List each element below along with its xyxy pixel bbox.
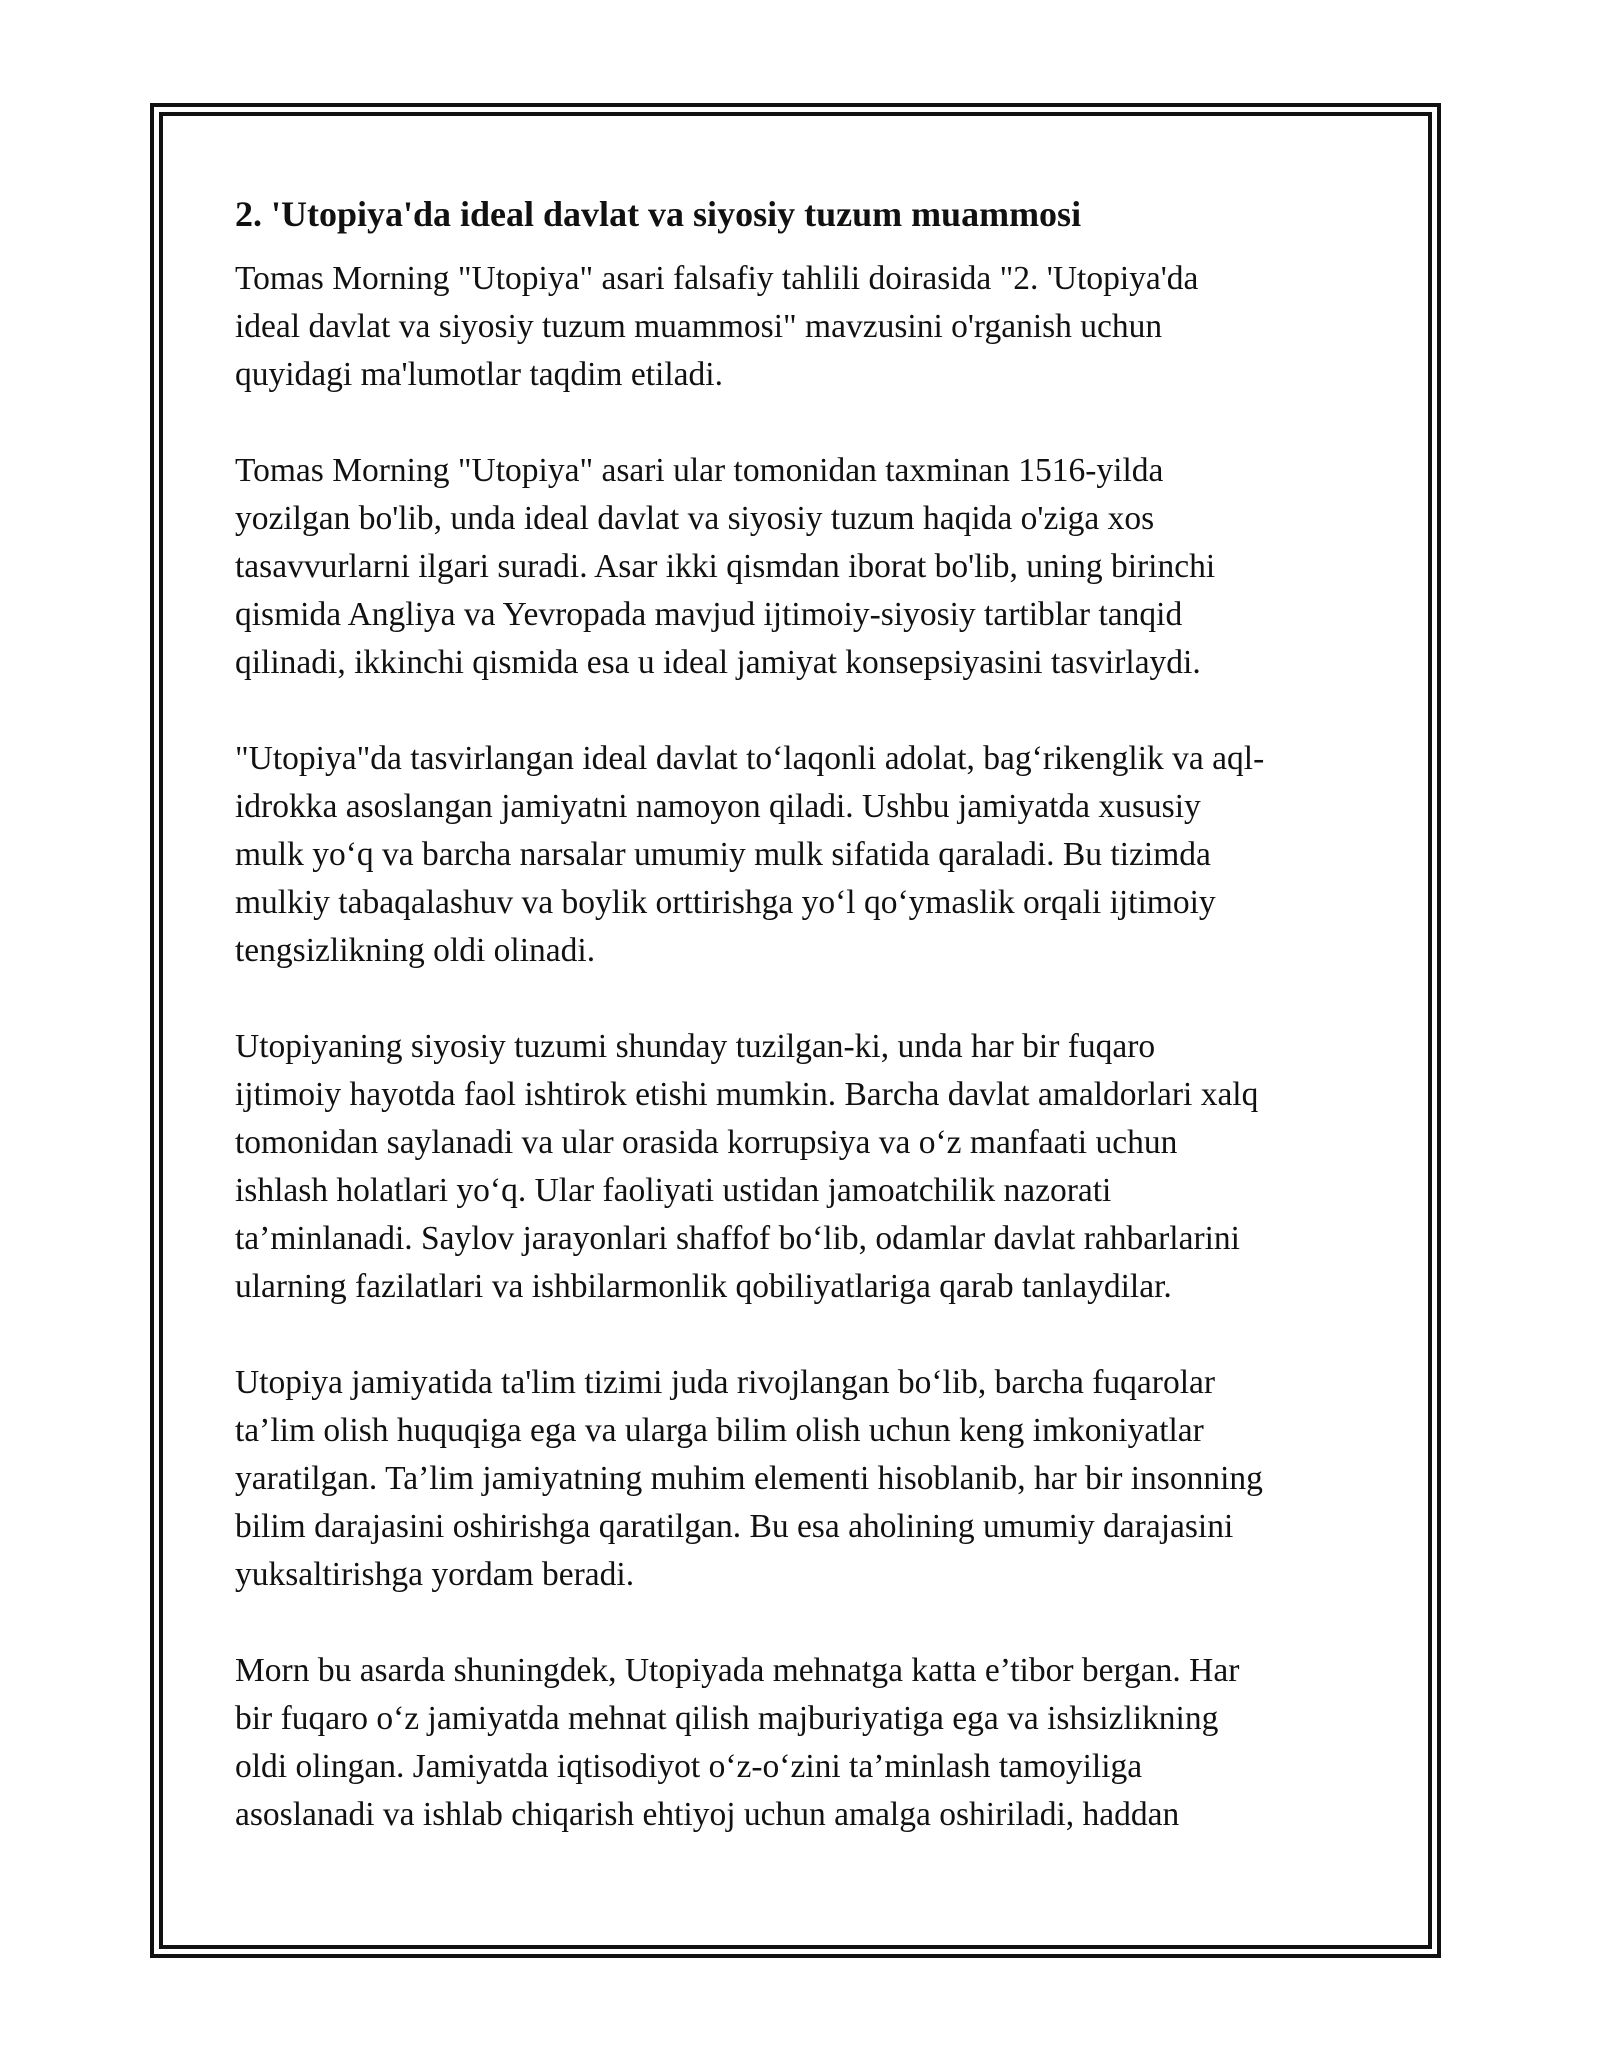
text-line: "Utopiya"da tasvirlangan ideal davlat to‘laqonli adolat, bag‘rikenglik va aql-	[235, 740, 1265, 777]
text-line: tengsizlikning oldi olinadi.	[235, 932, 596, 969]
paragraph-2	[235, 447, 1365, 687]
text-line: qismida Angliya va Yevropada mavjud ijtimoiy-siyosiy tartiblar tanqid	[235, 596, 1183, 633]
text-line: ishlash holatlari yo‘q. Ular faoliyati ustidan jamoatchilik nazorati	[235, 1172, 1112, 1209]
section-heading: 2. 'Utopiya'da ideal davlat va siyosiy tuzum muammosi	[235, 194, 1082, 234]
text-line: idrokka asoslangan jamiyatni namoyon qiladi. Ushbu jamiyatda xususiy	[235, 788, 1201, 825]
paragraph-5	[235, 1359, 1365, 1599]
text-line: yuksaltirishga yordam beradi.	[235, 1556, 635, 1593]
text-line: asoslanadi va ishlab chiqarish ehtiyoj uchun amalga oshiriladi, haddan	[235, 1796, 1180, 1833]
text-line: ideal davlat va siyosiy tuzum muammosi" mavzusini o'rganish uchun	[235, 308, 1163, 345]
text-line: tasavvurlarni ilgari suradi. Asar ikki qismdan iborat bo'lib, uning birinchi	[235, 548, 1216, 585]
text-line: ta’lim olish huquqiga ega va ularga bilim olish uchun keng imkoniyatlar	[235, 1412, 1204, 1449]
document-body	[235, 185, 1365, 1887]
text-line: yaratilgan. Ta’lim jamiyatning muhim elementi hisoblanib, har bir insonning	[235, 1460, 1263, 1497]
text-line: mulkiy tabaqalashuv va boylik orttirishga yo‘l qo‘ymaslik orqali ijtimoiy	[235, 884, 1216, 921]
paragraph-1	[235, 255, 1365, 399]
paragraph-3	[235, 735, 1365, 975]
paragraph-4	[235, 1023, 1365, 1311]
text-line: bir fuqaro o‘z jamiyatda mehnat qilish majburiyatiga ega va ishsizlikning	[235, 1700, 1219, 1737]
text-line: yozilgan bo'lib, unda ideal davlat va siyosiy tuzum haqida o'ziga xos	[235, 500, 1155, 537]
text-line: ijtimoiy hayotda faol ishtirok etishi mumkin. Barcha davlat amaldorlari xalq	[235, 1076, 1259, 1113]
text-line: ularning fazilatlari va ishbilarmonlik qobiliyatlariga qarab tanlaydilar.	[235, 1268, 1172, 1305]
text-line: Tomas Morning "Utopiya" asari falsafiy tahlili doirasida "2. 'Utopiya'da	[235, 260, 1199, 297]
text-line: quyidagi ma'lumotlar taqdim etiladi.	[235, 356, 723, 393]
text-line: oldi olingan. Jamiyatda iqtisodiyot o‘z-o‘zini ta’minlash tamoyiliga	[235, 1748, 1143, 1785]
text-line: ta’minlanadi. Saylov jarayonlari shaffof bo‘lib, odamlar davlat rahbarlarini	[235, 1220, 1240, 1257]
text-line: Utopiya jamiyatida ta'lim tizimi juda rivojlangan bo‘lib, barcha fuqarolar	[235, 1364, 1216, 1401]
text-line: mulk yo‘q va barcha narsalar umumiy mulk sifatida qaraladi. Bu tizimda	[235, 836, 1211, 873]
text-line: tomonidan saylanadi va ular orasida korrupsiya va o‘z manfaati uchun	[235, 1124, 1178, 1161]
text-line: bilim darajasini oshirishga qaratilgan. Bu esa aholining umumiy darajasini	[235, 1508, 1234, 1545]
paragraph-6	[235, 1647, 1365, 1839]
text-line: qilinadi, ikkinchi qismida esa u ideal jamiyat konsepsiyasini tasvirlaydi.	[235, 644, 1201, 681]
text-line: Morn bu asarda shuningdek, Utopiyada mehnatga katta e’tibor bergan. Har	[235, 1652, 1240, 1689]
text-line: Tomas Morning "Utopiya" asari ular tomonidan taxminan 1516-yilda	[235, 452, 1164, 489]
text-line: Utopiyaning siyosiy tuzumi shunday tuzilgan-ki, unda har bir fuqaro	[235, 1028, 1156, 1065]
